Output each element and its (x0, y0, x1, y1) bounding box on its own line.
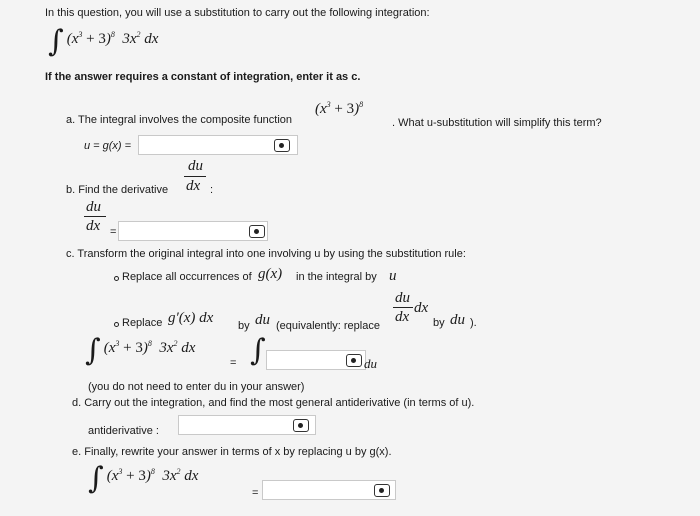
part-c-prefix: c. Transform the original integral into one involving u by using the substitution rule: (66, 248, 466, 260)
intro-text: In this question, you will use a substitution to carry out the following integration: (45, 7, 430, 19)
bullet2-end: ). (470, 317, 477, 329)
composite-function: $(x^3 + 3)^8$ (315, 100, 364, 117)
part-a-prefix: a. The integral involves the composite function (66, 114, 293, 126)
du-numerator: du (188, 158, 203, 174)
bullet2-equiv: (equivalently: replace (276, 320, 380, 332)
main-integral (48, 24, 159, 59)
fraction-bar-2 (84, 216, 106, 217)
integral-sign: ∫ (88, 461, 104, 496)
bullet2-by: by (238, 320, 250, 332)
u-label: u = g(x) = (84, 140, 132, 152)
part-e-prefix: e. Finally, rewrite your answer in terms of x by replacing u by g(x). (72, 446, 392, 458)
bullet (114, 322, 119, 327)
integral-sign: ∫ (85, 333, 101, 368)
du-label-num: du (86, 199, 101, 215)
part-a-suffix: . What u-substitution will simplify this term? (392, 117, 602, 129)
du-tail: du (364, 356, 377, 371)
preview-eye-icon[interactable] (249, 225, 265, 238)
integrand: $(x^3 + 3)^8$ $3x^2$ dx (66, 30, 159, 47)
bullet1-func: g(x) (258, 266, 283, 282)
integral-sign: ∫ (48, 24, 64, 59)
bullet2-du-frac: du (395, 290, 410, 306)
preview-eye-icon[interactable] (374, 484, 390, 497)
part-b-prefix: b. Find the derivative (66, 184, 169, 196)
antiderivative-label: antiderivative : (88, 425, 159, 437)
preview-eye-icon[interactable] (346, 354, 362, 367)
equals-b: = (110, 226, 117, 238)
part-d-prefix: d. Carry out the integration, and find the most general antiderivative (in terms of u). (72, 397, 475, 409)
du-note: (you do not need to enter du in your answer) (88, 381, 305, 393)
dx-label-den: dx (86, 218, 101, 234)
integral-sign-u: ∫ (250, 333, 266, 368)
equals-c: = (230, 357, 237, 369)
preview-eye-icon[interactable] (274, 139, 290, 152)
fraction-bar (184, 176, 206, 177)
bullet1-var: u (389, 268, 397, 284)
bullet2-expr: g′(x) dx (168, 310, 214, 326)
bullet1-post: in the integral by (296, 271, 377, 283)
dx-denominator: dx (186, 178, 201, 194)
fraction-bar-3 (393, 307, 413, 308)
bullet2-du2: du (450, 312, 465, 328)
bullet (114, 276, 119, 281)
derivative-input[interactable] (118, 221, 268, 241)
preview-eye-icon[interactable] (293, 419, 309, 432)
constant-note: If the answer requires a constant of integration, enter it as c. (45, 71, 361, 83)
bullet2-du: du (255, 312, 270, 328)
bullet1-pre: Replace all occurrences of (122, 271, 252, 283)
bullet2-dx-tail: dx (414, 300, 429, 316)
colon: : (210, 184, 214, 196)
e-integral: ∫ $(x^3 + 3)^8$ $3x^2$ dx (88, 461, 199, 496)
bullet2-pre: Replace (122, 317, 163, 329)
equals-e: = (252, 487, 259, 499)
c-integral: ∫ $(x^3 + 3)^8$ $3x^2$ dx (85, 333, 196, 368)
bullet2-dx-frac: dx (395, 309, 410, 325)
bullet2-by2: by (433, 317, 445, 329)
